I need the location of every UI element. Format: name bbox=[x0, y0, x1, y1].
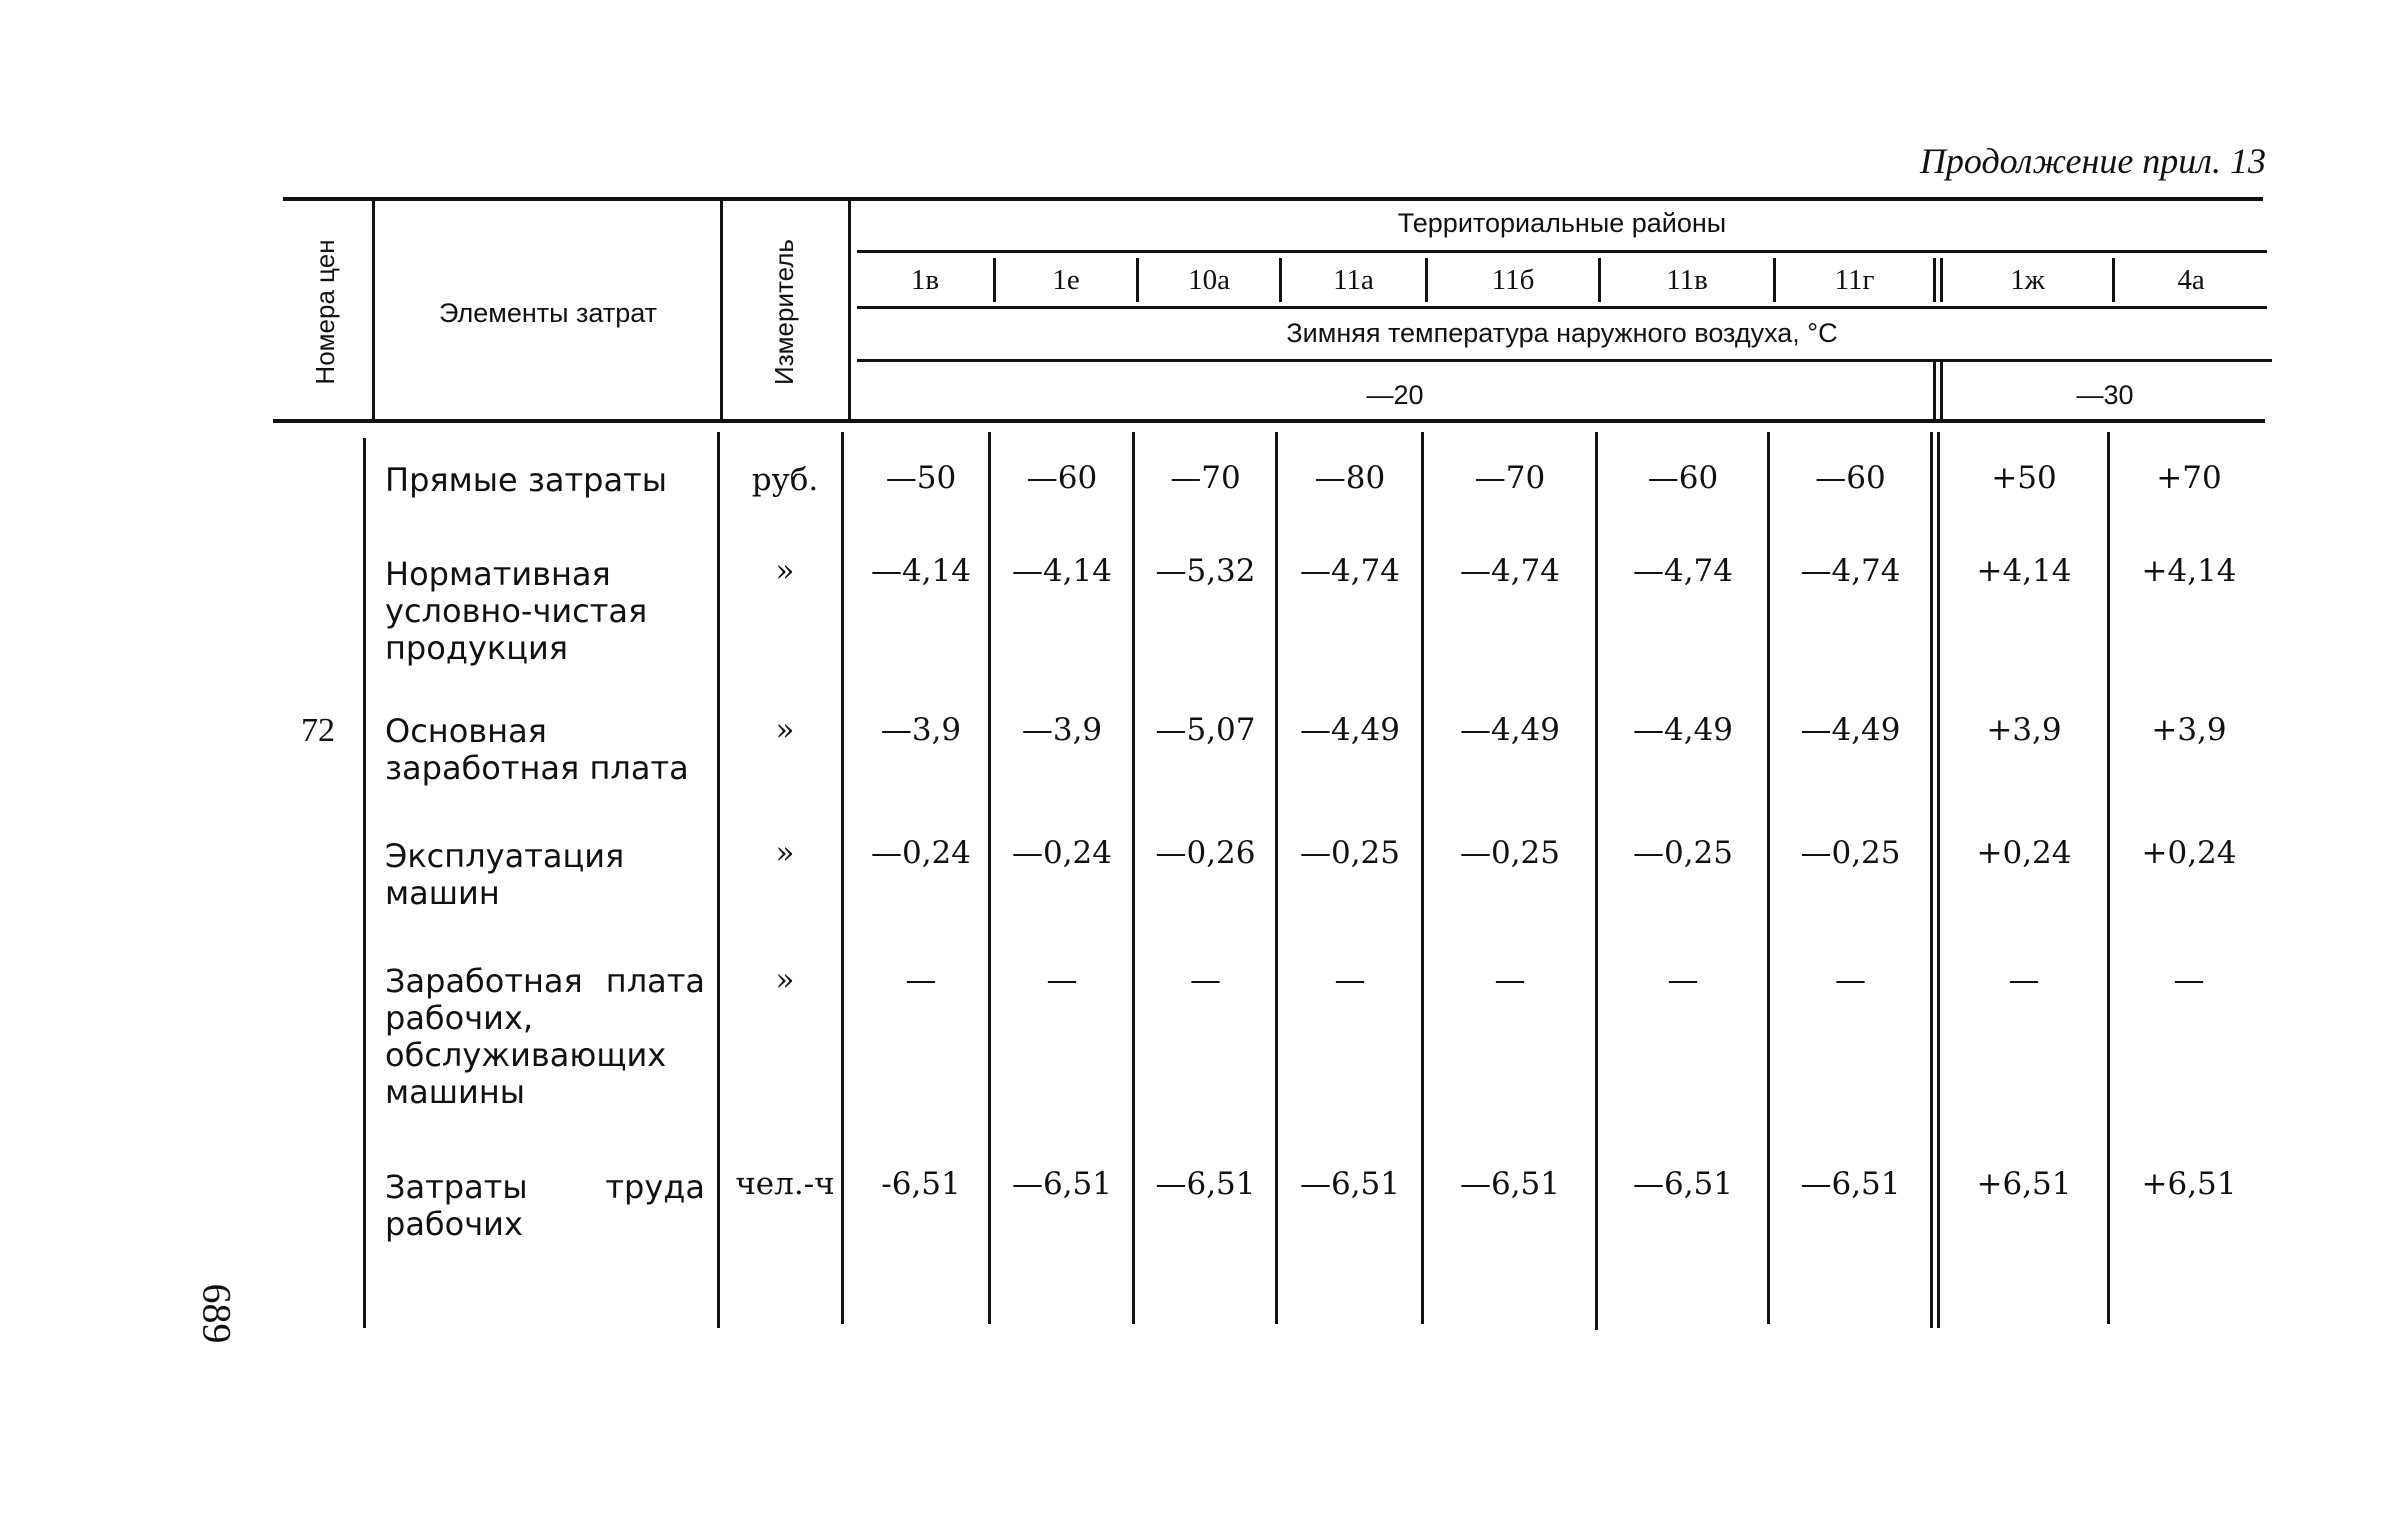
value-cell: —70 bbox=[1474, 460, 1546, 496]
value-cell: -6,51 bbox=[881, 1166, 961, 1202]
header-temp-group-30: —30 bbox=[2076, 380, 2134, 410]
value-cell: —0,25 bbox=[1632, 835, 1734, 871]
value-cell: —3,9 bbox=[1021, 712, 1103, 748]
value-cell: —6,51 bbox=[1800, 1166, 1901, 1202]
value-cell: —5,32 bbox=[1155, 553, 1256, 589]
header-divider bbox=[848, 201, 851, 419]
header-divider bbox=[372, 201, 375, 419]
header-unit-column: Измеритель bbox=[769, 239, 799, 385]
value-cell: +3,9 bbox=[1986, 712, 2062, 748]
value-cell: —60 bbox=[1647, 460, 1719, 496]
row-number: 72 bbox=[301, 712, 335, 749]
value-cell: +0,24 bbox=[1976, 835, 2072, 871]
header-bottom-rule bbox=[273, 419, 2265, 423]
value-cell: —6,51 bbox=[1155, 1166, 1256, 1202]
top-rule bbox=[283, 197, 2263, 201]
value-cell: —60 bbox=[1815, 460, 1886, 496]
value-cell: — bbox=[1835, 962, 1866, 998]
body-column-line bbox=[1595, 432, 1598, 1330]
body-column-line bbox=[1275, 432, 1278, 1324]
body-column-line bbox=[1421, 432, 1424, 1324]
value-cell: —4,49 bbox=[1800, 712, 1901, 748]
district-label: 11в bbox=[1666, 264, 1708, 296]
value-cell: +0,24 bbox=[2141, 835, 2237, 871]
value-cell: —70 bbox=[1170, 460, 1241, 496]
district-label: 11а bbox=[1333, 264, 1374, 296]
value-cell: +6,51 bbox=[1976, 1166, 2072, 1202]
district-label: 11б bbox=[1491, 264, 1535, 296]
body-column-line bbox=[1132, 432, 1135, 1324]
value-cell: —4,74 bbox=[1459, 553, 1561, 589]
body-column-line bbox=[1930, 432, 1933, 1328]
unit-cell: чел.-ч bbox=[735, 1166, 835, 1202]
unit-cell: » bbox=[775, 962, 795, 998]
value-cell: —60 bbox=[1026, 460, 1098, 496]
value-cell: —3,9 bbox=[880, 712, 962, 748]
value-cell: —4,74 bbox=[1800, 553, 1901, 589]
value-cell: — bbox=[2173, 962, 2205, 998]
value-cell: —0,25 bbox=[1299, 835, 1401, 871]
body-column-line bbox=[363, 438, 366, 1328]
unit-cell: руб. bbox=[751, 462, 819, 498]
value-cell: —4,49 bbox=[1459, 712, 1561, 748]
districts-underline bbox=[857, 306, 2267, 309]
header-elements-column: Элементы затрат bbox=[438, 298, 658, 328]
element-net-output: Нормативная условно-чистая продукция bbox=[385, 555, 648, 667]
district-label: 1ж bbox=[2010, 264, 2045, 296]
value-cell: —4,49 bbox=[1299, 712, 1401, 748]
regions-underline bbox=[857, 250, 2267, 253]
unit-cell: » bbox=[775, 553, 795, 589]
value-cell: —4,49 bbox=[1632, 712, 1734, 748]
unit-cell: » bbox=[775, 712, 795, 748]
page-number: 689 bbox=[194, 1283, 240, 1344]
value-cell: +6,51 bbox=[2141, 1166, 2237, 1202]
value-cell: — bbox=[1190, 962, 1221, 998]
value-cell: —0,24 bbox=[1011, 835, 1113, 871]
header-number-column: Номера цен bbox=[310, 239, 340, 385]
district-label: 1е bbox=[1052, 264, 1080, 296]
header-regions-title: Территориальные районы bbox=[1397, 208, 1727, 238]
value-cell: —0,24 bbox=[870, 835, 972, 871]
value-cell: +70 bbox=[2156, 460, 2222, 496]
element-base-wages: Основная заработная плата bbox=[385, 712, 689, 787]
body-column-line bbox=[1767, 432, 1770, 1324]
value-cell: —4,74 bbox=[1299, 553, 1401, 589]
header-temp-group-20: —20 bbox=[1366, 380, 1424, 410]
value-cell: +50 bbox=[1991, 460, 2057, 496]
district-label: 1в bbox=[910, 264, 940, 296]
value-cell: +3,9 bbox=[2151, 712, 2227, 748]
temp-underline bbox=[857, 359, 2272, 362]
value-cell: +4,14 bbox=[2141, 553, 2237, 589]
element-machine-operation: Эксплуатация машин bbox=[385, 837, 625, 912]
body-column-line bbox=[1937, 432, 1940, 1328]
header-temp-title: Зимняя температура наружного воздуха, °С bbox=[1286, 318, 1838, 348]
value-cell: — bbox=[1494, 962, 1526, 998]
element-machine-operator-wages: Заработная плата рабочих, обслуживающих машины bbox=[385, 962, 705, 1111]
header-divider bbox=[1933, 362, 1936, 419]
district-separator bbox=[1933, 258, 1936, 302]
value-cell: +4,14 bbox=[1976, 553, 2072, 589]
value-cell: —0,25 bbox=[1459, 835, 1561, 871]
district-label: 10а bbox=[1188, 264, 1230, 296]
value-cell: — bbox=[1667, 962, 1699, 998]
element-labor-costs: Затраты труда рабочих bbox=[385, 1168, 705, 1243]
value-cell: — bbox=[2008, 962, 2040, 998]
value-cell: —4,14 bbox=[870, 553, 972, 589]
value-cell: —6,51 bbox=[1459, 1166, 1561, 1202]
value-cell: —6,51 bbox=[1632, 1166, 1734, 1202]
district-label: 11г bbox=[1834, 264, 1875, 296]
element-direct-costs: Прямые затраты bbox=[385, 461, 667, 499]
value-cell: —6,51 bbox=[1299, 1166, 1401, 1202]
value-cell: —0,26 bbox=[1155, 835, 1256, 871]
value-cell: —4,14 bbox=[1011, 553, 1113, 589]
value-cell: —6,51 bbox=[1011, 1166, 1113, 1202]
value-cell: — bbox=[1334, 962, 1366, 998]
table-caption: Продолжение прил. 13 bbox=[1919, 141, 2266, 181]
value-cell: —80 bbox=[1314, 460, 1386, 496]
value-cell: — bbox=[1046, 962, 1078, 998]
body-column-line bbox=[988, 432, 991, 1324]
value-cell: —50 bbox=[885, 460, 957, 496]
district-label: 4а bbox=[2177, 264, 2205, 296]
value-cell: —4,74 bbox=[1632, 553, 1734, 589]
value-cell: —0,25 bbox=[1800, 835, 1901, 871]
body-column-line bbox=[2107, 432, 2110, 1324]
header-divider bbox=[720, 201, 723, 419]
value-cell: —5,07 bbox=[1155, 712, 1256, 748]
value-cell: — bbox=[905, 962, 937, 998]
unit-cell: » bbox=[775, 835, 795, 871]
